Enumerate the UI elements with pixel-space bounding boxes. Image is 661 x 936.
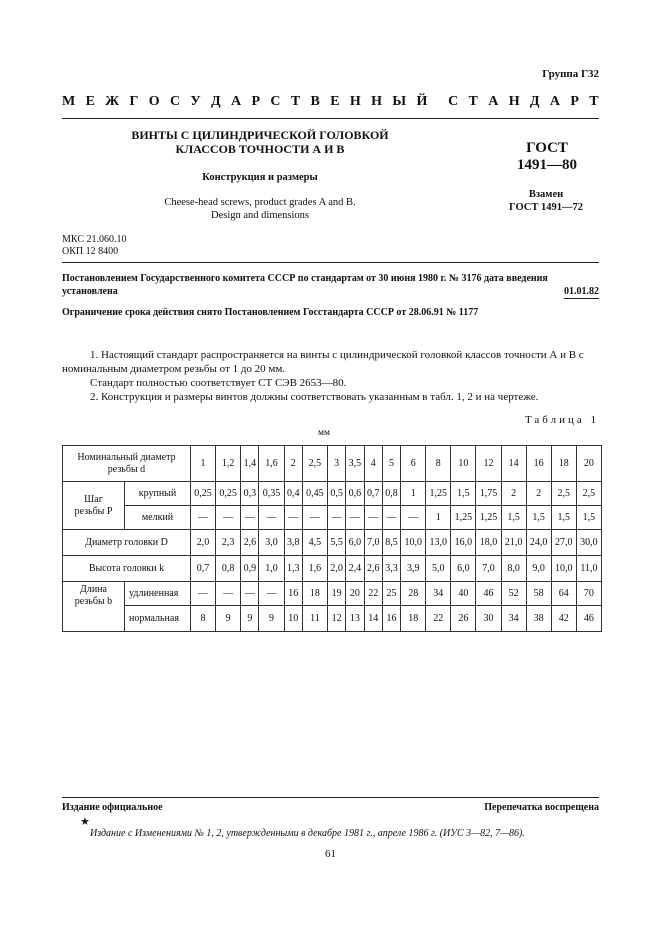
heading-letter: Е: [85, 94, 95, 109]
table-cell: 16: [284, 582, 302, 606]
header-normal: нормальная: [125, 606, 191, 632]
heading-letter: Р: [251, 94, 261, 109]
table-cell: 11: [302, 606, 327, 632]
heading-letter: А: [231, 94, 242, 109]
okp-code: ОКП 12 8400: [62, 246, 119, 257]
table-row-length-normal: [63, 606, 602, 632]
title-line-2: КЛАССОВ ТОЧНОСТИ А И В: [175, 142, 345, 156]
table-cell: 2,4: [346, 556, 364, 582]
table-cell: 8: [426, 446, 451, 482]
reprint-notice: Перепечатка воспрещена: [484, 802, 599, 813]
table-cell: 9: [259, 606, 284, 632]
table-cell: 1: [426, 506, 451, 530]
table-cell: 1,6: [259, 446, 284, 482]
header-extended: удлиненная: [125, 582, 191, 606]
table-cell: 24,0: [526, 530, 551, 556]
heading-letter: Й: [416, 94, 428, 109]
table-cell: 0,35: [259, 482, 284, 506]
table-cell: 8,0: [501, 556, 526, 582]
table-cell: 9: [241, 606, 259, 632]
table-cell: 6: [401, 446, 426, 482]
heading-letter: М: [62, 94, 76, 109]
header-nominal-diameter: [63, 446, 191, 482]
table-cell: 12: [476, 446, 501, 482]
table-cell: 42: [551, 606, 576, 632]
table-cell: 16,0: [451, 530, 476, 556]
table-cell: —: [241, 582, 259, 606]
title-line-1: ВИНТЫ С ЦИЛИНДРИЧЕСКОЙ ГОЛОВКОЙ: [131, 128, 389, 142]
heading-letter: Т: [589, 94, 599, 109]
table-cell: 11,0: [576, 556, 601, 582]
table-cell: 0,8: [216, 556, 241, 582]
header-head-diameter: Диаметр головки D: [63, 530, 191, 556]
table-cell: 1,6: [302, 556, 327, 582]
star-mark: ★: [80, 816, 90, 828]
table-cell: 13: [346, 606, 364, 632]
table-cell: 3,3: [382, 556, 400, 582]
table-cell: 12: [327, 606, 345, 632]
heading-letter: Г: [129, 94, 139, 109]
table-cell: 20: [346, 582, 364, 606]
table-cell: 2,6: [241, 530, 259, 556]
table-cell: 2: [501, 482, 526, 506]
header-thread-pitch: [63, 482, 125, 530]
table-cell: 6,0: [451, 556, 476, 582]
table-cell: 1,5: [551, 506, 576, 530]
heading-letter: Е: [330, 94, 340, 109]
header-nominal-diameter-line-2: резьбы d: [107, 463, 146, 475]
table-cell: 1,2: [216, 446, 241, 482]
classification-codes: [62, 234, 126, 258]
table-cell: 46: [576, 606, 601, 632]
table-cell: 18: [401, 606, 426, 632]
heading-letter: Т: [468, 94, 478, 109]
table-cell: 2,3: [216, 530, 241, 556]
table-cell: 1,5: [501, 506, 526, 530]
english-title-line-2: Design and dimensions: [211, 210, 309, 221]
heading-letter: Р: [570, 94, 579, 109]
interstate-standard-heading: [62, 94, 599, 110]
header-thread-pitch-line-1: Шаг: [84, 493, 103, 505]
document-title: [110, 128, 410, 156]
table-cell: 10: [284, 606, 302, 632]
table-cell: 5,5: [327, 530, 345, 556]
decree-block: [62, 272, 599, 299]
heading-letter: А: [549, 94, 561, 109]
table-cell: 2: [526, 482, 551, 506]
table-cell: 0,4: [284, 482, 302, 506]
table-cell: 1,5: [526, 506, 551, 530]
dimensions-table: [62, 445, 602, 632]
table-row-head-diameter: [63, 530, 602, 556]
table-label: Таблица 1: [524, 414, 599, 426]
table-cell: 25: [382, 582, 400, 606]
table-cell: 0,9: [241, 556, 259, 582]
heading-letter: Ы: [392, 94, 407, 109]
table-cell: —: [259, 506, 284, 530]
heading-letter: С: [448, 94, 459, 109]
table-cell: 58: [526, 582, 551, 606]
table-cell: 14: [364, 606, 382, 632]
table-cell: 9: [216, 606, 241, 632]
table-cell: 34: [426, 582, 451, 606]
table-cell: 1,5: [576, 506, 601, 530]
table-cell: 10,0: [551, 556, 576, 582]
table-cell: 7,0: [364, 530, 382, 556]
table-cell: 3,0: [259, 530, 284, 556]
table-cell: 64: [551, 582, 576, 606]
replaces-standard: [486, 188, 606, 214]
english-title-line-1: Cheese-head screws, product grades A and B.: [164, 197, 356, 208]
group-code: Группа Г32: [542, 68, 599, 80]
table-cell: 19: [327, 582, 345, 606]
page-number: 61: [325, 848, 336, 860]
header-nominal-diameter-line-1: Номинальный диаметр: [77, 451, 176, 463]
table-cell: 2,5: [551, 482, 576, 506]
table-cell: 3,8: [284, 530, 302, 556]
table-cell: 20: [576, 446, 601, 482]
paragraph-1: 1. Настоящий стандарт распространяется на винты с цилиндрической головкой классов точности А и В с номинальным диаметром резьбы от 1 до 20 мм.: [62, 349, 584, 375]
table-cell: 0,5: [327, 482, 345, 506]
table-cell: 9,0: [526, 556, 551, 582]
table-cell: 0,7: [191, 556, 216, 582]
table-cell: 1,75: [476, 482, 501, 506]
table-cell: 14: [501, 446, 526, 482]
table-cell: —: [302, 506, 327, 530]
heading-letter: С: [270, 94, 281, 109]
heading-letter: О: [148, 94, 160, 109]
paragraph-3: 2. Конструкция и размеры винтов должны соответствовать указанным в табл. 1, 2 и на чертеже.: [90, 391, 539, 403]
table-cell: 1,0: [259, 556, 284, 582]
table-cell: 4: [364, 446, 382, 482]
table-cell: 5,0: [426, 556, 451, 582]
table-cell: —: [382, 506, 400, 530]
table-row-pitch-fine: [63, 506, 602, 530]
decree-line-1: Постановлением Государственного комитета СССР по стандартам от 30 июня 1980 г. № 3176 дата введения: [62, 273, 548, 284]
table-cell: 38: [526, 606, 551, 632]
heading-letter: Д: [529, 94, 540, 109]
table-cell: 5: [382, 446, 400, 482]
table-cell: 0,45: [302, 482, 327, 506]
table-cell: 3: [327, 446, 345, 482]
english-title: [110, 196, 410, 222]
heading-letter: У: [190, 94, 201, 109]
table-cell: 30,0: [576, 530, 601, 556]
table-cell: 46: [476, 582, 501, 606]
paragraph-2: Стандарт полностью соответствует СТ СЭВ 2653—80.: [90, 377, 347, 389]
table-cell: —: [216, 506, 241, 530]
table-cell: 13,0: [426, 530, 451, 556]
replaces-label: Взамен: [528, 189, 564, 200]
heading-letter: Ж: [105, 94, 120, 109]
document-subtitle: Конструкция и размеры: [202, 172, 318, 183]
table-cell: 4,5: [302, 530, 327, 556]
table-cell: 1: [401, 482, 426, 506]
table-cell: 28: [401, 582, 426, 606]
table-cell: 18: [302, 582, 327, 606]
heading-letter: С: [169, 94, 181, 109]
table-cell: 1,3: [284, 556, 302, 582]
table-cell: —: [327, 506, 345, 530]
heading-letter: А: [488, 94, 499, 109]
table-cell: 2,5: [576, 482, 601, 506]
table-row-length-extended: [63, 582, 602, 606]
gost-code: 1491—80: [517, 157, 577, 173]
table-row-diameter: [63, 446, 602, 482]
table-cell: 1,4: [241, 446, 259, 482]
table-cell: 30: [476, 606, 501, 632]
header-head-height: Высота головки k: [63, 556, 191, 582]
table-row-head-height: [63, 556, 602, 582]
heading-letter: Н: [349, 94, 361, 109]
table-cell: 1,25: [426, 482, 451, 506]
header-thread-length-line-2: резьбы b: [74, 596, 113, 607]
table-cell: —: [364, 506, 382, 530]
table-cell: —: [284, 506, 302, 530]
header-divider: [62, 118, 599, 119]
table-cell: 1,5: [451, 482, 476, 506]
limitation-note: Ограничение срока действия снято Постановлением Госстандарта СССР от 28.06.91 № 1177: [62, 307, 479, 318]
table-cell: 1: [191, 446, 216, 482]
table-cell: 0,25: [216, 482, 241, 506]
edition-note: Издание с Изменениями № 1, 2, утвержденными в декабре 1981 г., апреле 1986 г. (ИУС 3—82, 7—86).: [90, 828, 525, 839]
table-cell: —: [241, 506, 259, 530]
gost-number: [492, 140, 602, 174]
table-cell: 7,0: [476, 556, 501, 582]
table-cell: 18,0: [476, 530, 501, 556]
table-cell: 2,0: [191, 530, 216, 556]
table-cell: —: [191, 582, 216, 606]
table-cell: 6,0: [346, 530, 364, 556]
heading-letter: Н: [371, 94, 383, 109]
table-cell: —: [346, 506, 364, 530]
table-cell: 27,0: [551, 530, 576, 556]
official-edition: Издание официальное: [62, 802, 163, 813]
table-unit: мм: [318, 428, 331, 438]
table-cell: 18: [551, 446, 576, 482]
table-row-pitch-coarse: [63, 482, 602, 506]
table-cell: 0,6: [346, 482, 364, 506]
gost-label: ГОСТ: [526, 140, 568, 156]
header-thread-length-line-1: Длина: [80, 584, 107, 595]
table-cell: 0,25: [191, 482, 216, 506]
table-cell: 2,5: [302, 446, 327, 482]
heading-letter: Д: [211, 94, 221, 109]
table-cell: 70: [576, 582, 601, 606]
body-text: [62, 348, 599, 404]
heading-letter: Н: [508, 94, 520, 109]
footer-divider: [62, 797, 599, 798]
decree-line-2: установлена: [62, 286, 118, 297]
table-cell: 2: [284, 446, 302, 482]
table-cell: 0,3: [241, 482, 259, 506]
table-cell: 16: [382, 606, 400, 632]
introduction-date: 01.01.82: [564, 286, 599, 297]
table-cell: 1,25: [476, 506, 501, 530]
heading-letter: В: [310, 94, 320, 109]
table-cell: 21,0: [501, 530, 526, 556]
table-cell: 8: [191, 606, 216, 632]
table-cell: 2,0: [327, 556, 345, 582]
table-cell: 22: [364, 582, 382, 606]
table-cell: —: [259, 582, 284, 606]
table-cell: 16: [526, 446, 551, 482]
heading-letter: Т: [290, 94, 301, 109]
table-cell: —: [401, 506, 426, 530]
codes-divider: [62, 262, 599, 263]
table-cell: 22: [426, 606, 451, 632]
replaces-code: ГОСТ 1491—72: [509, 202, 583, 213]
table-cell: 8,5: [382, 530, 400, 556]
table-cell: —: [191, 506, 216, 530]
header-thread-length: [63, 582, 125, 632]
header-thread-pitch-line-2: резьбы P: [74, 505, 113, 517]
table-cell: 10: [451, 446, 476, 482]
table-cell: 3,5: [346, 446, 364, 482]
table-cell: 40: [451, 582, 476, 606]
table-cell: 0,8: [382, 482, 400, 506]
table-cell: —: [216, 582, 241, 606]
table-cell: 0,7: [364, 482, 382, 506]
table-cell: 3,9: [401, 556, 426, 582]
table-cell: 52: [501, 582, 526, 606]
mks-code: МКС 21.060.10: [62, 234, 127, 245]
table-cell: 26: [451, 606, 476, 632]
table-cell: 2,6: [364, 556, 382, 582]
header-fine: мелкий: [125, 506, 191, 530]
table-cell: 34: [501, 606, 526, 632]
table-cell: 1,25: [451, 506, 476, 530]
header-coarse: крупный: [125, 482, 191, 506]
table-cell: 10,0: [401, 530, 426, 556]
